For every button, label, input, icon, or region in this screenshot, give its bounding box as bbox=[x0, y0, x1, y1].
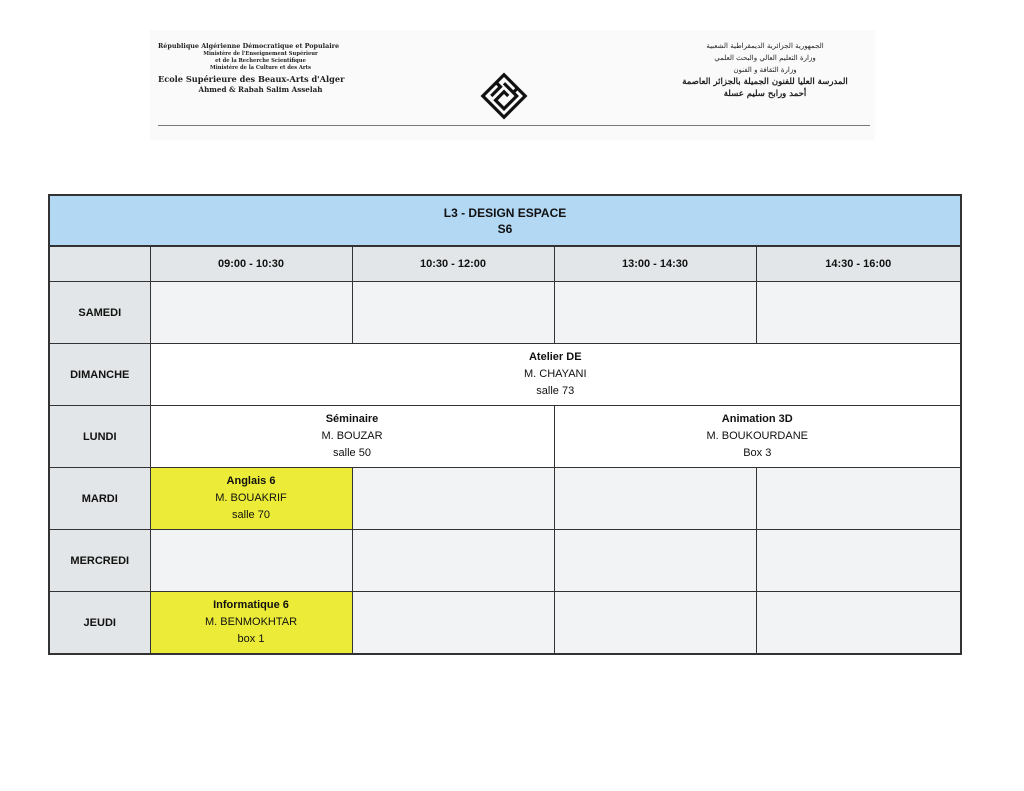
day-row-samedi bbox=[49, 282, 961, 344]
empty-slot bbox=[554, 530, 756, 592]
course-teacher: M. BOUAKRIF bbox=[215, 492, 287, 504]
day-label: JEUDI bbox=[49, 592, 150, 655]
course-name: Atelier DE bbox=[528, 351, 582, 363]
course-animation-3d bbox=[554, 406, 961, 468]
empty-slot bbox=[554, 282, 756, 344]
empty-slot bbox=[756, 468, 961, 530]
school-name-ar: المدرسة العليا للفنون الجميلة بالجزائر العاصمة bbox=[682, 77, 848, 87]
course-atelier-de bbox=[150, 344, 961, 406]
empty-slot bbox=[756, 592, 961, 655]
course-room: salle 70 bbox=[232, 509, 270, 521]
time-slot-header: 10:30 - 12:00 bbox=[352, 246, 554, 282]
course-teacher: M. BOUZAR bbox=[321, 430, 383, 442]
ministry-culture-fr: Ministère de la Culture et des Arts bbox=[210, 65, 311, 71]
day-row-lundi bbox=[49, 406, 961, 468]
kufic-square-logo-icon bbox=[480, 66, 528, 126]
course-name: Informatique 6 bbox=[213, 599, 289, 611]
empty-slot bbox=[554, 468, 756, 530]
time-slot-header: 14:30 - 16:00 bbox=[756, 246, 961, 282]
republic-name-fr: République Algérienne Démocratique et Populaire bbox=[158, 42, 340, 50]
day-label: MARDI bbox=[49, 468, 150, 530]
school-founders-ar: أحمد ورابح سليم عسلة bbox=[723, 89, 807, 99]
day-label: LUNDI bbox=[49, 406, 150, 468]
day-row-mercredi bbox=[49, 530, 961, 592]
empty-slot bbox=[756, 282, 961, 344]
republic-name-ar: الجمهورية الجزائرية الديمقراطية الشعبية bbox=[706, 42, 824, 50]
empty-slot bbox=[150, 282, 352, 344]
empty-slot bbox=[352, 592, 554, 655]
timetable bbox=[48, 194, 962, 655]
course-name: Séminaire bbox=[325, 413, 379, 425]
letterhead-divider bbox=[158, 125, 870, 126]
time-slot-header: 09:00 - 10:30 bbox=[150, 246, 352, 282]
empty-slot bbox=[352, 530, 554, 592]
ministry-culture-ar: وزارة الثقافة و الفنون bbox=[733, 66, 797, 74]
day-label: SAMEDI bbox=[49, 282, 150, 344]
time-slot-header-row bbox=[49, 246, 961, 282]
course-room: salle 73 bbox=[536, 385, 575, 397]
empty-slot bbox=[756, 530, 961, 592]
day-label: DIMANCHE bbox=[49, 344, 150, 406]
empty-slot bbox=[352, 468, 554, 530]
time-slot-header: 13:00 - 14:30 bbox=[554, 246, 756, 282]
course-name: Animation 3D bbox=[721, 413, 793, 425]
course-teacher: M. CHAYANI bbox=[523, 368, 587, 380]
empty-slot bbox=[554, 592, 756, 655]
day-row-dimanche bbox=[49, 344, 961, 406]
ministry-higher-education-fr: Ministère de l'Enseignement Supérieur bbox=[203, 51, 318, 57]
timetable-title-row bbox=[49, 195, 961, 246]
day-row-jeudi bbox=[49, 592, 961, 655]
timetable-title bbox=[49, 195, 961, 246]
empty-slot bbox=[150, 530, 352, 592]
day-row-mardi bbox=[49, 468, 961, 530]
program-title: L3 - DESIGN ESPACE bbox=[443, 205, 567, 220]
letterhead-arabic bbox=[665, 40, 865, 100]
course-name: Anglais 6 bbox=[226, 475, 276, 487]
course-teacher: M. BENMOKHTAR bbox=[204, 616, 298, 628]
course-room: Box 3 bbox=[743, 447, 772, 459]
day-label: MERCREDI bbox=[49, 530, 150, 592]
school-name-fr: Ecole Supérieure des Beaux-Arts d'Alger bbox=[158, 74, 345, 84]
course-informatique-6 bbox=[150, 592, 352, 655]
corner-cell bbox=[49, 246, 150, 282]
semester-label: S6 bbox=[497, 221, 513, 236]
course-room: box 1 bbox=[237, 633, 265, 645]
course-room: salle 50 bbox=[333, 447, 371, 459]
ministry-research-fr: et de la Recherche Scientifique bbox=[215, 58, 306, 64]
letterhead-french bbox=[158, 42, 363, 94]
ministry-higher-education-ar: وزارة التعليم العالي والبحث العلمي bbox=[714, 54, 816, 62]
empty-slot bbox=[352, 282, 554, 344]
course-teacher: M. BOUKOURDANE bbox=[706, 430, 808, 442]
letterhead bbox=[150, 30, 875, 140]
school-founders-fr: Ahmed & Rabah Salim Asselah bbox=[198, 85, 323, 94]
course-seminaire bbox=[150, 406, 554, 468]
course-anglais-6 bbox=[150, 468, 352, 530]
